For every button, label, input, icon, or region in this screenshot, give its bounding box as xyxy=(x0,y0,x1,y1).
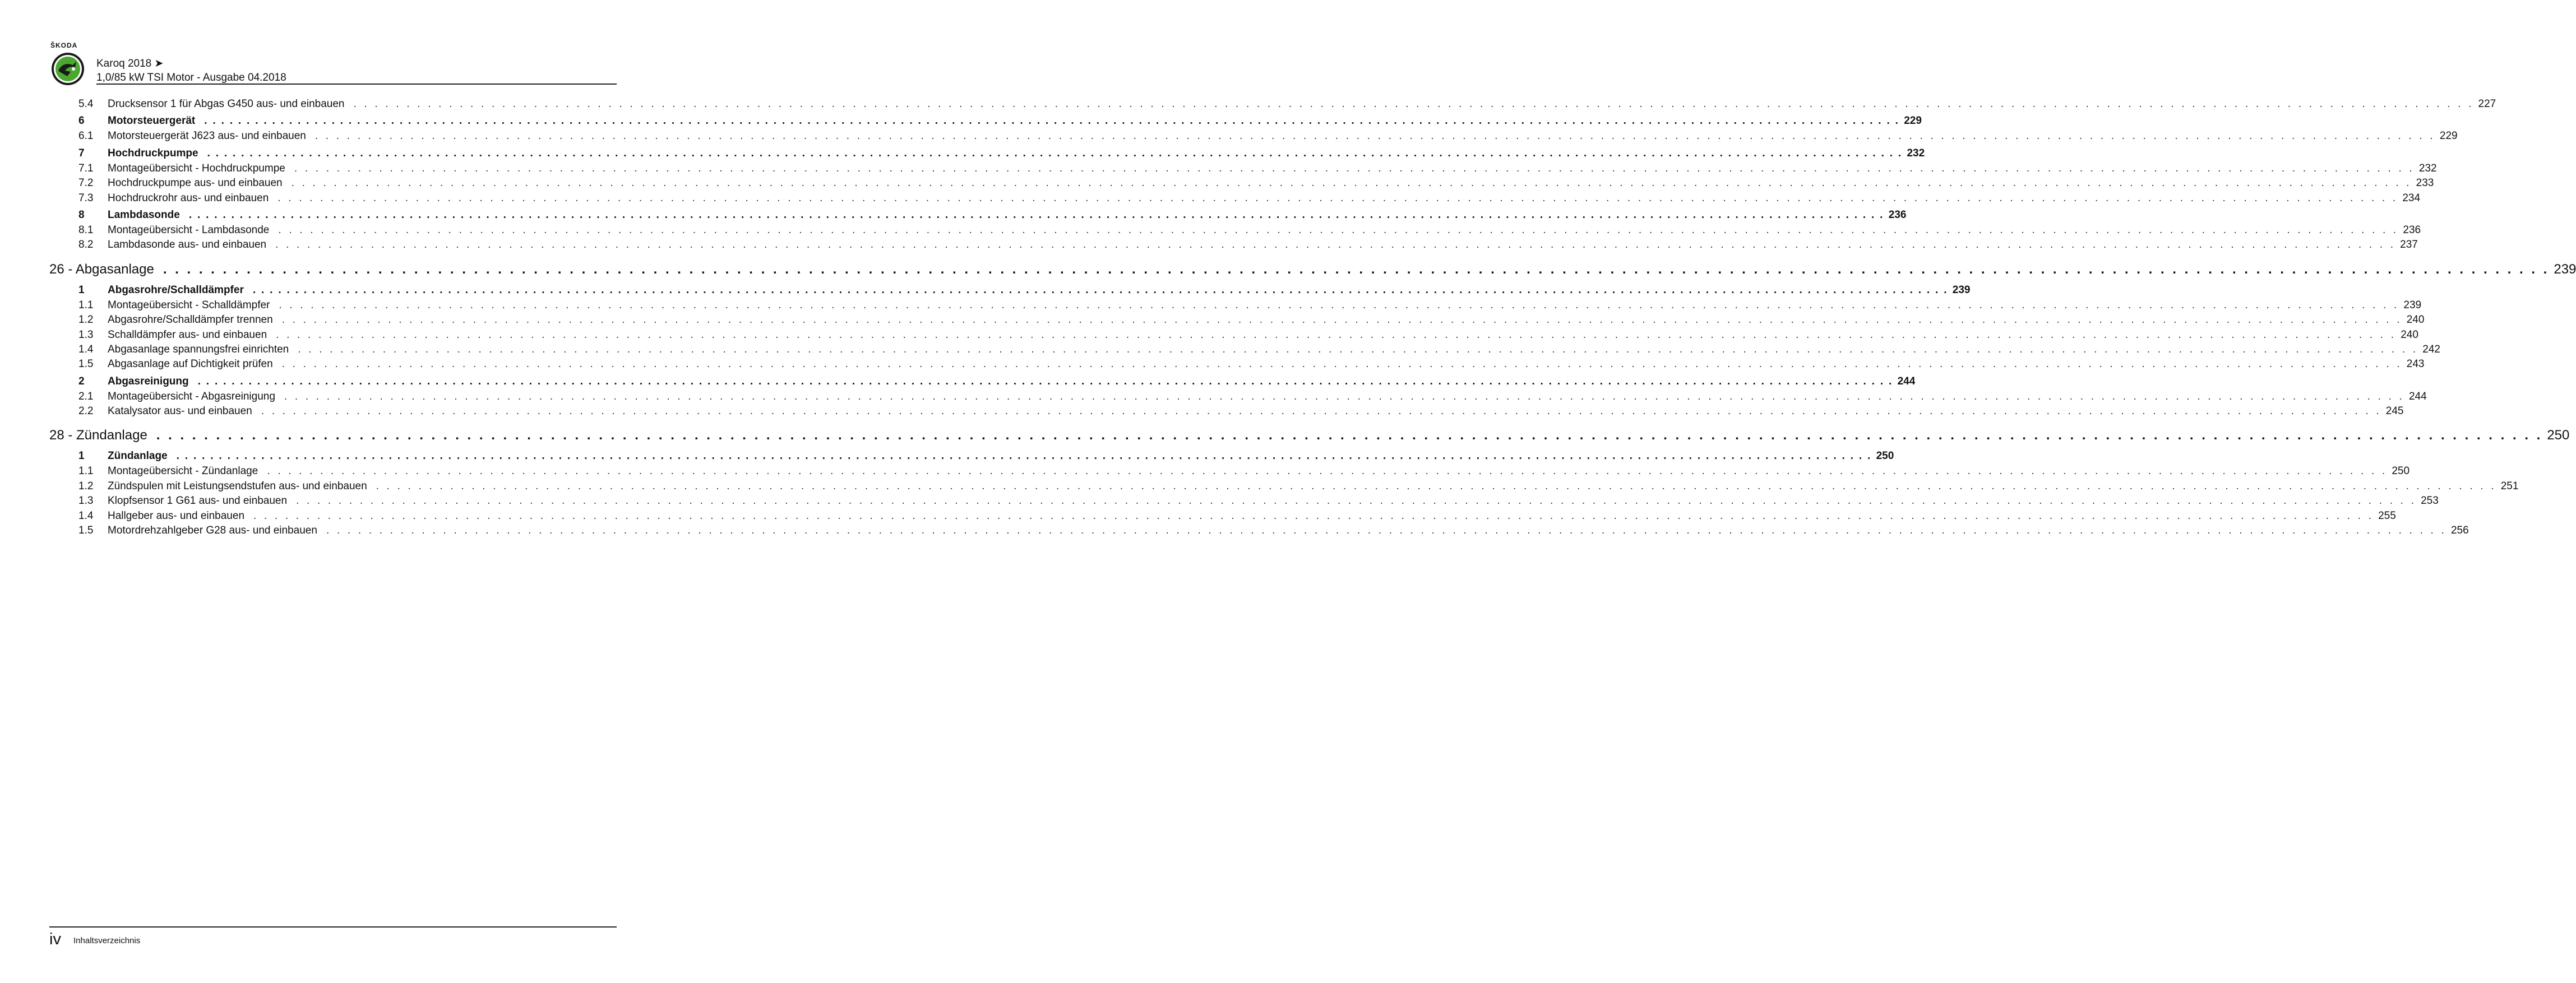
toc-entry[interactable] xyxy=(49,177,2434,192)
toc-title: Abgasreinigung xyxy=(108,375,189,387)
dot-leader: . . . . . . . . . . . . . . . . . . . . . . . . . . . . . . . . . . . . . . . . . . . . . . . . . . . . . . . . . . . . . . . . . . . . . . . . . . . . . . . . . . . . . . . . . . . . . . . . . . . . . . . . . . . . . . . . . . . . . . . . . . . . . . . . . . . . . . . . . . . . . . . . . . . . . . . . . . . . . . . . . . . . . . . . . . . . . . . . . . . . . . . . . . . . . . . . . . . . . . . . xyxy=(278,224,2399,236)
toc-page-number: 227 xyxy=(2478,98,2496,110)
toc-number: 2 xyxy=(78,375,85,387)
dot-leader: . . . . . . . . . . . . . . . . . . . . . . . . . . . . . . . . . . . . . . . . . . . . . . . . . . . . . . . . . . . . . . . . . . . . . . . . . . . . . . . . . . . . . . . . . . . . . . . . . . . . . . . . . . . . . . . . . . . . . . . . . . . . . . . . . . . . . . . . . . . . . . . . . . . . . . . . . . . . . . . . . . . . . . . . . . . . . . . . . . . . . . . . . . . . . . . . . . . . . . . . xyxy=(298,343,2418,355)
toc-page-number: 245 xyxy=(2385,405,2404,418)
toc-title: Schalldämpfer aus- und einbauen xyxy=(108,328,267,341)
toc-title: Motorsteuergerät xyxy=(108,115,196,127)
toc-entry[interactable] xyxy=(49,239,2418,253)
toc-section[interactable] xyxy=(49,284,1971,299)
toc-title: Montageübersicht - Schalldämpfer xyxy=(108,299,270,311)
toc-number: 5.4 xyxy=(78,98,94,110)
toc-number: 8.2 xyxy=(78,239,94,251)
toc-entry[interactable] xyxy=(49,358,2425,373)
dot-leader: . . . . . . . . . . . . . . . . . . . . . . . . . . . . . . . . . . . . . . . . . . . . . . . . . . . . . . . . . . . . . . . . . . . . . . . . . . . . . . . . . . . . . . . . . . . . . . . . . . . . . . . . . . . . . . . . . . . . . . . . . . . . . . . . . . . . . . . . . . . . . . . . . . . . . . . . . . . . . . . . . . . . . . . . . . . . . . . . . . . . . . . . . . . . . . . . . . . . . . . . xyxy=(291,177,2412,189)
toc-entry[interactable] xyxy=(49,98,2496,113)
toc-title: Abgasrohre/Schalldämpfer trennen xyxy=(108,314,273,326)
toc-page-number: 255 xyxy=(2378,509,2396,522)
dot-leader: . . . . . . . . . . . . . . . . . . . . . . . . . . . . . . . . . . . . . . . . . . . . . . . . . . . . . . . . . . . . . . . . . . . . . . . . . . . . . . . . . . . . . . . . . . . . . . . . . . . . . . . . . . . . . . . . . . . . . . . . . . . . . . . . . . . . . . . . . . . . . . . . . . . . . . . . . . . . . . . . . . . . . . . . . . . . . . . . . . . . . . . . . . . . . . . . . . . . . . . . xyxy=(376,480,2496,492)
dot-leader: . . . . . . . . . . . . . . . . . . . . . . . . . . . . . . . . . . . . . . . . . . . . . . . . . . . . . . . . . . . . . . . . . . . . . . . . . . . . . . . . . . . . . . . . . . . . . . . . . . . . . . . . . . . . . . . . . . . . . . . . . . . . . . . . . . . . . . . . . . . . . . . . . . . . . . . . . . . . . . . . . . . . . . . . . . . . . . . . . . . . . . . . . . . . . . . . . . . . . . . . xyxy=(279,299,2399,311)
toc-page-number: 239 xyxy=(2403,299,2422,311)
toc-page-number: 232 xyxy=(1907,147,1925,159)
toc-number: 1.2 xyxy=(78,314,94,326)
header-title: Karoq 2018 ➤ xyxy=(96,58,164,69)
dot-leader: . . . . . . . . . . . . . . . . . . . . . . . . . . . . . . . . . . . . . . . . . . . . . . . . . . . . . . . . . . . . . . . . . . . . . . . . . . . . . . . . . . . . . . . . . . . . . . . . . . . . . . . . . . . . . . . . . . . . . . . . . . . . . . . . . . . . . . . . . . . . . . . . . . . . . . . . . . . . . . . . . . . . . . . . . . . . . . . . . . . . . . . . . . . . . . . . . . . . . . . . xyxy=(207,147,1903,159)
toc-title: Hochdruckpumpe xyxy=(108,147,198,159)
toc-page-number: 244 xyxy=(1897,375,1916,387)
dot-leader: . . . . . . . . . . . . . . . . . . . . . . . . . . . . . . . . . . . . . . . . . . . . . . . . . . . . . . . . . . . . . . . . . . . . . . . . . . . . . . . . . . . . . . . . . . . . . . . . . . . . . . . . . . . . . . . . . . . . . . . . . . . . . . . . . . . . . . . . . . . . . . . . . . . . . . . . . . . . . . . . . . . . . . . . . . . . . . . . . . . . . . . . . . . . . . . . . . . . . . . . xyxy=(284,390,2404,402)
footer-divider xyxy=(49,926,617,928)
dot-leader: . . . . . . . . . . . . . . . . . . . . . . . . . . . . . . . . . . . . . . . . . . . . . . . . . . . . . . . . . . . . . . . . . . . . . . . . . . . . . . . . . . . . . . . . . . . . . . . . . . . . . . . . . . . . . . . . . . . . . . . . . . . . . . . . . . . . . . . . . . . . . . . . . . . . . . . . . . . . . . . . . . . . . . . . . . . . . . . . . . . . . . . . . . . . . . . . . . . . . . . . xyxy=(275,239,2396,251)
toc-number: 1 xyxy=(78,284,85,296)
toc-entry[interactable] xyxy=(49,299,2422,314)
dot-leader: . . . . . . . . . . . . . . . . . . . . . . . . . . . . . . . . . . . . . . . . . . . . . . . . . . . . . . . . . . . . . . . . . . . . . . . . . . . . . . . . . . . . . . . . . . . . . . . . . . . . . . . . . . . . . . . . . . . . . . . . . . . . . . . . . . . . . . . . . . . . . . . . . . . . . . . . . . . . . . . . . . . . . . . . . . . . . . . . . . . . . . . . . . . . . . . . . . . . . . . . xyxy=(278,192,2398,204)
toc-number: 7 xyxy=(78,147,85,159)
toc-title: Abgasrohre/Schalldämpfer xyxy=(108,284,244,296)
toc-title: Montageübersicht - Lambdasonde xyxy=(108,224,270,236)
dot-leader: . . . . . . . . . . . . . . . . . . . . . . . . . . . . . . . . . . . . . . . . . . . . . . . . . . . . . . . . . . . . . . . . . . . . . . . . . . . . . . . . . . . . . . . . . . . . . . . . . . . . . . . . . . . . . . . . . . . . . . . . . . . . . . . . . . . . . . . . . . . . . . . . . . . . . . . . . . . . . . . . . . . . . . . . . . . . . . . . . . . . . . . . . . . . . . . . . . . . . . . . xyxy=(276,328,2397,341)
dot-leader: . . . . . . . . . . . . . . . . . . . . . . . . . . . . . . . . . . . . . . . . . . . . . . . . . . . . . . . . . . . . . . . . . . . . . . . . . . . . . . . . . . . . . . . . . . . . . . . . . . . . . . . . . . . . . . . . . . . . . . . . . . . . . . . . . . . . . . . . . . . . . . . . . . . . . . . . . . . . . . . . . . . . . . . . . . . . . . . . . . . . . . . . . . . . . . . . . . . . . . . . xyxy=(176,450,1872,462)
skoda-logo-icon xyxy=(50,52,85,86)
toc-title: Klopfsensor 1 G61 aus- und einbauen xyxy=(108,495,288,507)
toc-entry[interactable] xyxy=(49,405,2404,420)
toc-number: 6 xyxy=(78,115,85,127)
toc-title: 26 - Abgasanlage xyxy=(49,261,154,277)
toc-number: 1 xyxy=(78,450,85,462)
dot-leader: . . . . . . . . . . . . . . . . . . . . . . . . . . . . . . . . . . . . . . . . . . . . . . . . . . . . . . . . . . . . . . . . . . . . . . . . . . . . . . . . . . . . . . . . . . . . . . . . . . . . . . . . . . . . . . . . . . . . . . . . . . . . . . . . . . . . . . . . . . . . . . . . . . . . . . . . . . . . . . . . . . . . . . . . . . . . . . . . . . . . . . . . . . . . . . . . . . . . . . . . xyxy=(353,98,2474,110)
toc-page-number: 237 xyxy=(2400,239,2418,251)
toc-entry[interactable] xyxy=(49,390,2427,405)
toc-entry[interactable] xyxy=(49,525,2469,539)
dot-leader: . . . . . . . . . . . . . . . . . . . . . . . . . . . . . . . . . . . . . . . . . . . . . . . . . . . . . . . . . . . . . . . . . . . . . . . . . . . . . . . . . . . . . . . . . . . . . . . . . . . . . . . . . . . . . . . . . . . . . . . . . . . . . . . . . . . . . . . . . . . . . . . . . . . . . . . . . . . . . . . . . . . . . . . . . . . . . . . . . . . . . . . . . . . . . . . . . . . . . . . . xyxy=(204,115,1900,127)
toc-number: 1.5 xyxy=(78,525,94,537)
dot-leader: . . . . . . . . . . . . . . . . . . . . . . . . . . . . . . . . . . . . . . . . . . . . . . . . . . . . . . . . . . . . . . . . . . . . . . . . . . . . . . . . . . . . . . . . . . . . . . . . . . . . . . . . . . . . . . . . . . . . . . . . . . . . . . . . . . . . . . . . . . . . . . . . . . . . . . . . . . . . . . . . . . . . . . . . . . . . . . . . . . . . . . . . . . . . . . . . . . . . . . . . xyxy=(267,465,2388,477)
toc-entry[interactable] xyxy=(49,480,2519,495)
dot-leader: . . . . . . . . . . . . . . . . . . . . . . . . . . . . . . . . . . . . . . . . . . . . . . . . . . . . . . . . . . . . . . . . . . . . . . . . . . . . . . . . . . . . . . . . . . . . . . . . . . . . . . . . . . . . . . . . . . . . . . . . . . . . . . . . . . . . . . . . . . . . . . . . . . . . . . . . . . . . . . . . . . . . . . . . . . . . . . . . . . . . . . . . . . . . . . . . . . . . . . . . xyxy=(294,162,2415,174)
toc-number: 7.3 xyxy=(78,192,94,204)
toc-title: Hochdruckrohr aus- und einbauen xyxy=(108,192,269,204)
toc-entry[interactable] xyxy=(49,314,2425,328)
toc-title: Hallgeber aus- und einbauen xyxy=(108,509,245,522)
toc-number: 7.2 xyxy=(78,177,94,189)
toc-page-number: 251 xyxy=(2500,480,2519,492)
toc-number: 1.2 xyxy=(78,480,94,492)
toc-title: Montageübersicht - Abgasreinigung xyxy=(108,390,275,402)
toc-title: Drucksensor 1 für Abgas G450 aus- und einbauen xyxy=(108,98,345,110)
toc-section[interactable] xyxy=(49,375,1916,391)
dot-leader: . . . . . . . . . . . . . . . . . . . . . . . . . . . . . . . . . . . . . . . . . . . . . . . . . . . . . . . . . . . . . . . . . . . . . . . . . . . . . . . . . . . . . . . . . . . . . . . . . . . . . . . . . . . . . . . . . . . . . . . . . . . . . . . . . . . . . . . . . . . . . . . . . . . . . . . . . . . . . . . . . . . . . . . . . . . . . . . . . . . . . . . . . . . . . . . . . . . . . . . . xyxy=(252,284,1948,296)
toc-page-number: 244 xyxy=(2408,390,2427,402)
toc-number: 8 xyxy=(78,208,85,221)
toc-number: 8.1 xyxy=(78,224,94,236)
dot-leader: . . . . . . . . . . . . . . . . . . . . . . . . . . . . . . . . . . . . . . . . . . . . . . . . . . . . . . . . . . . . . . . . . . . . . . . . . . . . . . . . . . . . . . . . . . . . . . . . . . . . . . . . . . . . . . . . . . . . . . . . . . . . . . . . . . . . . . . . . . . . . . . . . . . . . . . . . . . . . . . . . . . . . . . . . . . . . . . . . . . . . . . . . . . . . . . . . . . . . . . . xyxy=(326,525,2446,537)
toc-chapter[interactable] xyxy=(49,261,2576,282)
toc-title: Lambdasonde aus- und einbauen xyxy=(108,239,267,251)
toc-page-number: 234 xyxy=(2402,192,2421,204)
toc-entry[interactable] xyxy=(49,224,2421,239)
toc-section[interactable] xyxy=(49,208,1907,224)
toc-entry[interactable] xyxy=(49,495,2439,509)
toc-title: Hochdruckpumpe aus- und einbauen xyxy=(108,177,283,189)
toc-title: Abgasanlage spannungsfrei einrichten xyxy=(108,343,289,355)
toc-page-number: 229 xyxy=(2439,130,2458,142)
dot-leader: . . . . . . . . . . . . . . . . . . . . . . . . . . . . . . . . . . . . . . . . . . . . . . . . . . . . . . . . . . . . . . . . . . . . . . . . . . . . . . . . . . . . . . . . . . . . . . . . . . . . . . . . . . . . . . . . . . . . . . . . . . . . . . . . . . . . . . . . . . . . . . . . . . . . . . . . . . . . . . . . . . . . . . . . . . . . . . . . . . . . . . . . . . . . . . . . . . . . . . . . xyxy=(156,428,2543,443)
toc-section[interactable] xyxy=(49,147,1925,163)
toc-entry[interactable] xyxy=(49,328,2418,344)
toc-entry[interactable] xyxy=(49,130,2458,145)
toc-number: 2.1 xyxy=(78,390,94,402)
toc-page-number: 242 xyxy=(2422,343,2440,355)
toc-title: Abgasanlage auf Dichtigkeit prüfen xyxy=(108,358,273,370)
footer-section-label: Inhaltsverzeichnis xyxy=(73,936,141,945)
toc-title: Zündspulen mit Leistungsendstufen aus- und einbauen xyxy=(108,480,367,492)
toc-page-number: 250 xyxy=(1876,450,1894,462)
toc-number: 1.3 xyxy=(78,328,94,341)
toc-page-number: 256 xyxy=(2450,525,2469,537)
toc-page-number: 229 xyxy=(1904,115,1922,127)
dot-leader: . . . . . . . . . . . . . . . . . . . . . . . . . . . . . . . . . . . . . . . . . . . . . . . . . . . . . . . . . . . . . . . . . . . . . . . . . . . . . . . . . . . . . . . . . . . . . . . . . . . . . . . . . . . . . . . . . . . . . . . . . . . . . . . . . . . . . . . . . . . . . . . . . . . . . . . . . . . . . . . . . . . . . . . . . . . . . . . . . . . . . . . . . . . . . . . . . . . . . . . . xyxy=(281,358,2402,370)
toc-entry[interactable] xyxy=(49,192,2421,207)
toc-number: 1.5 xyxy=(78,358,94,370)
dot-leader: . . . . . . . . . . . . . . . . . . . . . . . . . . . . . . . . . . . . . . . . . . . . . . . . . . . . . . . . . . . . . . . . . . . . . . . . . . . . . . . . . . . . . . . . . . . . . . . . . . . . . . . . . . . . . . . . . . . . . . . . . . . . . . . . . . . . . . . . . . . . . . . . . . . . . . . . . . . . . . . . . . . . . . . . . . . . . . . . . . . . . . . . . . . . . . . . . . . . . . . . xyxy=(296,495,2417,507)
toc-entry[interactable] xyxy=(49,162,2437,177)
toc-page-number: 239 xyxy=(1952,284,1971,296)
toc-number: 1.1 xyxy=(78,299,94,311)
table-of-contents xyxy=(49,98,2576,539)
dot-leader: . . . . . . . . . . . . . . . . . . . . . . . . . . . . . . . . . . . . . . . . . . . . . . . . . . . . . . . . . . . . . . . . . . . . . . . . . . . . . . . . . . . . . . . . . . . . . . . . . . . . . . . . . . . . . . . . . . . . . . . . . . . . . . . . . . . . . . . . . . . . . . . . . . . . . . . . . . . . . . . . . . . . . . . . . . . . . . . . . . . . . . . . . . . . . . . . . . . . . . . . xyxy=(197,375,1893,387)
toc-title: Lambdasonde xyxy=(108,208,180,221)
toc-page-number: 239 xyxy=(2554,261,2576,277)
dot-leader: . . . . . . . . . . . . . . . . . . . . . . . . . . . . . . . . . . . . . . . . . . . . . . . . . . . . . . . . . . . . . . . . . . . . . . . . . . . . . . . . . . . . . . . . . . . . . . . . . . . . . . . . . . . . . . . . . . . . . . . . . . . . . . . . . . . . . . . . . . . . . . . . . . . . . . . . . . . . . . . . . . . . . . . . . . . . . . . . . . . . . . . . . . . . . . . . . . . . . . . . xyxy=(188,208,1884,221)
toc-entry[interactable] xyxy=(49,509,2396,525)
toc-number: 1.4 xyxy=(78,509,94,522)
toc-page-number: 232 xyxy=(2418,162,2437,174)
toc-number: 1.1 xyxy=(78,465,94,477)
toc-title: Katalysator aus- und einbauen xyxy=(108,405,252,418)
toc-section[interactable] xyxy=(49,115,1922,130)
dot-leader: . . . . . . . . . . . . . . . . . . . . . . . . . . . . . . . . . . . . . . . . . . . . . . . . . . . . . . . . . . . . . . . . . . . . . . . . . . . . . . . . . . . . . . . . . . . . . . . . . . . . . . . . . . . . . . . . . . . . . . . . . . . . . . . . . . . . . . . . . . . . . . . . . . . . . . . . . . . . . . . . . . . . . . . . . . . . . . . . . . . . . . . . . . . . . . . . . . . . . . . . xyxy=(261,405,2381,418)
toc-number: 6.1 xyxy=(78,130,94,142)
footer-page-number: iv xyxy=(49,930,61,948)
dot-leader: . . . . . . . . . . . . . . . . . . . . . . . . . . . . . . . . . . . . . . . . . . . . . . . . . . . . . . . . . . . . . . . . . . . . . . . . . . . . . . . . . . . . . . . . . . . . . . . . . . . . . . . . . . . . . . . . . . . . . . . . . . . . . . . . . . . . . . . . . . . . . . . . . . . . . . . . . . . . . . . . . . . . . . . . . . . . . . . . . . . . . . . . . . . . . . . . . . . . . . . . xyxy=(163,261,2550,277)
toc-page-number: 250 xyxy=(2547,428,2570,443)
toc-title: Motorsteuergerät J623 aus- und einbauen xyxy=(108,130,306,142)
header-subtitle: 1,0/85 kW TSI Motor - Ausgabe 04.2018 xyxy=(96,72,286,84)
toc-title: Montageübersicht - Hochdruckpumpe xyxy=(108,162,285,174)
toc-page-number: 243 xyxy=(2406,358,2425,370)
toc-title: Motordrehzahlgeber G28 aus- und einbauen xyxy=(108,525,317,537)
toc-chapter[interactable] xyxy=(49,428,2570,448)
toc-page-number: 240 xyxy=(2401,328,2418,341)
toc-page-number: 240 xyxy=(2406,314,2425,326)
dot-leader: . . . . . . . . . . . . . . . . . . . . . . . . . . . . . . . . . . . . . . . . . . . . . . . . . . . . . . . . . . . . . . . . . . . . . . . . . . . . . . . . . . . . . . . . . . . . . . . . . . . . . . . . . . . . . . . . . . . . . . . . . . . . . . . . . . . . . . . . . . . . . . . . . . . . . . . . . . . . . . . . . . . . . . . . . . . . . . . . . . . . . . . . . . . . . . . . . . . . . . . . xyxy=(281,314,2402,326)
dot-leader: . . . . . . . . . . . . . . . . . . . . . . . . . . . . . . . . . . . . . . . . . . . . . . . . . . . . . . . . . . . . . . . . . . . . . . . . . . . . . . . . . . . . . . . . . . . . . . . . . . . . . . . . . . . . . . . . . . . . . . . . . . . . . . . . . . . . . . . . . . . . . . . . . . . . . . . . . . . . . . . . . . . . . . . . . . . . . . . . . . . . . . . . . . . . . . . . . . . . . . . . xyxy=(315,130,2435,142)
toc-entry[interactable] xyxy=(49,465,2410,480)
brand-wordmark: ŠKODA xyxy=(50,41,78,49)
toc-number: 1.4 xyxy=(78,343,94,355)
toc-page-number: 236 xyxy=(1888,208,1907,221)
toc-number: 7.1 xyxy=(78,162,94,174)
toc-number: 2.2 xyxy=(78,405,94,418)
toc-page-number: 250 xyxy=(2392,465,2410,477)
toc-title: Zündanlage xyxy=(108,450,168,462)
toc-page-number: 253 xyxy=(2421,495,2439,507)
toc-title: 28 - Zündanlage xyxy=(49,428,147,443)
toc-entry[interactable] xyxy=(49,343,2440,358)
toc-title: Montageübersicht - Zündanlage xyxy=(108,465,258,477)
toc-section[interactable] xyxy=(49,450,1894,465)
toc-page-number: 236 xyxy=(2403,224,2421,236)
dot-leader: . . . . . . . . . . . . . . . . . . . . . . . . . . . . . . . . . . . . . . . . . . . . . . . . . . . . . . . . . . . . . . . . . . . . . . . . . . . . . . . . . . . . . . . . . . . . . . . . . . . . . . . . . . . . . . . . . . . . . . . . . . . . . . . . . . . . . . . . . . . . . . . . . . . . . . . . . . . . . . . . . . . . . . . . . . . . . . . . . . . . . . . . . . . . . . . . . . . . . . . . xyxy=(253,509,2374,522)
toc-page-number: 233 xyxy=(2416,177,2434,189)
header-divider xyxy=(96,84,617,85)
toc-number: 1.3 xyxy=(78,495,94,507)
